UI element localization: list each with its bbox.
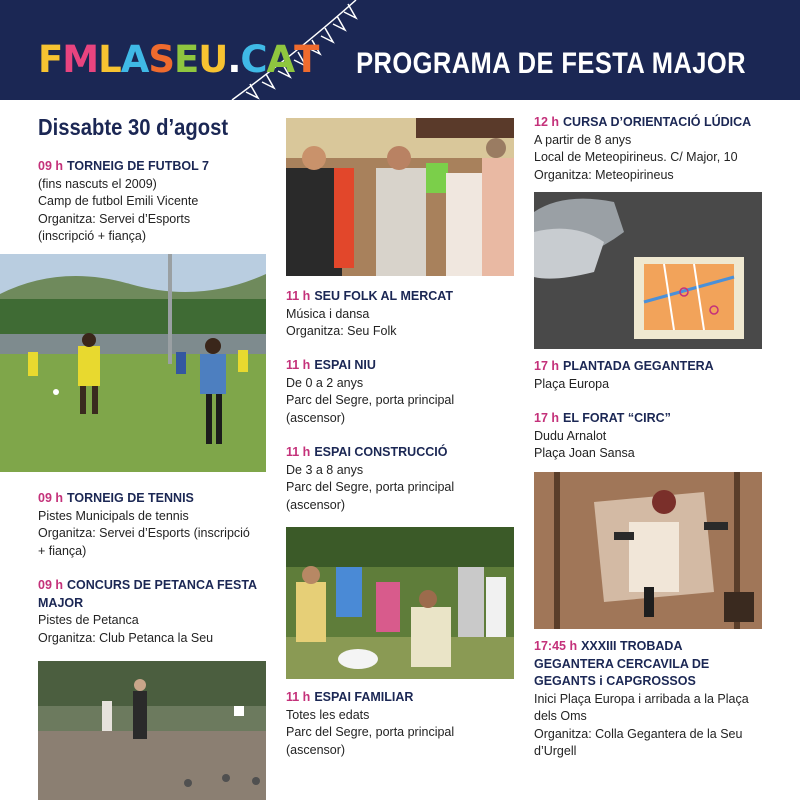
logo-letter: L [98,38,121,81]
event-detail: d’Urgell [534,744,577,758]
logo-letter: E [173,38,199,81]
event-title-continued: GEGANTS i CAPGROSSOS [534,674,696,688]
event-time: 17 h [534,411,560,425]
event-time: 17:45 h [534,639,578,653]
event-detail: Pistes de Petanca [38,613,139,627]
event-title: TORNEIG DE TENNIS [67,491,194,505]
event-detail: (ascensor) [286,742,346,757]
logo-letter: U [198,38,228,81]
event-detail: De 0 a 2 anys [286,375,364,390]
orienteering-map-photo [534,192,762,349]
event-time: 11 h [286,358,311,372]
event-detail: Organitza: Meteopirineus [534,167,674,182]
event-detail: (ascensor) [286,410,346,425]
event-detail: dels Oms [534,709,587,723]
event-time: 11 h [286,289,311,303]
event-time: 12 h [534,115,560,129]
event-detail: Organitza: Seu Folk [286,324,397,338]
event-title: ESPAI NIU [314,358,376,372]
event-detail: Parc del Segre, porta principal [286,725,455,739]
event-detail: Organitza: Servei d’Esports [38,211,191,226]
event-football [38,158,268,246]
event-title: XXXIII TROBADA [581,639,683,653]
event-espai-construccio [286,444,521,514]
logo-letter: A [266,38,295,81]
circus-photo [534,472,762,629]
event-time: 09 h [38,159,64,173]
event-title: ESPAI FAMILIAR [314,690,414,704]
event-title: TORNEIG DE FUTBOL 7 [67,159,209,173]
event-espai-niu [286,357,521,427]
event-detail: De 3 a 8 anys [286,462,364,477]
logo-letter: A [120,38,149,81]
logo-letter: C [240,38,267,81]
header-banner [0,0,800,100]
event-detail: Inici Plaça Europa i arribada a la Plaça [534,691,749,706]
event-detail: (fins nascuts el 2009) [38,176,157,191]
event-title: ESPAI CONSTRUCCIÓ [314,445,448,459]
event-time: 11 h [286,445,311,459]
event-detail: A partir de 8 anys [534,132,632,147]
event-title-continued: MAJOR [38,595,84,610]
event-detail: Dudu Arnalot [534,428,607,443]
event-time: 17 h [534,359,560,373]
event-time: 11 h [286,690,311,704]
event-seu-folk [286,288,521,341]
event-tennis [38,490,273,560]
event-detail: (ascensor) [286,497,346,512]
logo-letter: M [62,38,99,81]
event-orientacio [534,114,796,184]
family-space-photo [286,527,514,679]
event-detail: Parc del Segre, porta principal [286,393,455,407]
logo-letter: S [148,38,174,81]
folk-market-photo [286,118,514,276]
event-title: PLANTADA GEGANTERA [563,359,714,373]
event-detail: Música i dansa [286,306,370,321]
event-detail: Local de Meteopirineus. C/ Major, 10 [534,150,738,164]
logo-letter: . [227,38,241,81]
event-detail: Plaça Joan Sansa [534,446,635,460]
event-detail: Organitza: Colla Gegantera de la Seu [534,726,743,741]
event-detail: Parc del Segre, porta principal [286,480,455,494]
event-detail: (inscripció + fiança) [38,229,147,243]
event-time: 09 h [38,578,64,592]
event-title: CURSA D’ORIENTACIÓ LÚDICA [563,115,752,129]
logo-letter: T [294,38,319,81]
event-detail: Organitza: Servei d’Esports (inscripció [38,526,250,540]
event-detail: Plaça Europa [534,376,610,391]
event-forat-circ [534,410,796,463]
petanque-photo [38,661,266,800]
event-title: EL FORAT “CIRC” [563,411,671,425]
event-espai-familiar [286,689,521,759]
event-petanque [38,577,273,647]
event-title: SEU FOLK AL MERCAT [314,289,453,303]
event-title-continued: GEGANTERA CERCAVILA DE [534,656,710,671]
event-time: 09 h [38,491,64,505]
football-photo [0,254,266,472]
event-detail: Organitza: Club Petanca la Seu [38,630,214,645]
event-detail: Camp de futbol Emili Vicente [38,194,199,208]
event-detail: Totes les edats [286,707,370,722]
date-heading: Dissabte 30 d’agost [38,114,229,140]
event-detail: Pistes Municipals de tennis [38,508,189,523]
logo-letter: F [38,38,63,81]
event-plantada [534,358,796,393]
event-title: CONCURS DE PETANCA FESTA [67,578,258,592]
event-trobada-gegantera [534,638,796,761]
event-detail: + fiança) [38,543,87,558]
page-title: PROGRAMA DE FESTA MAJOR [356,47,746,80]
